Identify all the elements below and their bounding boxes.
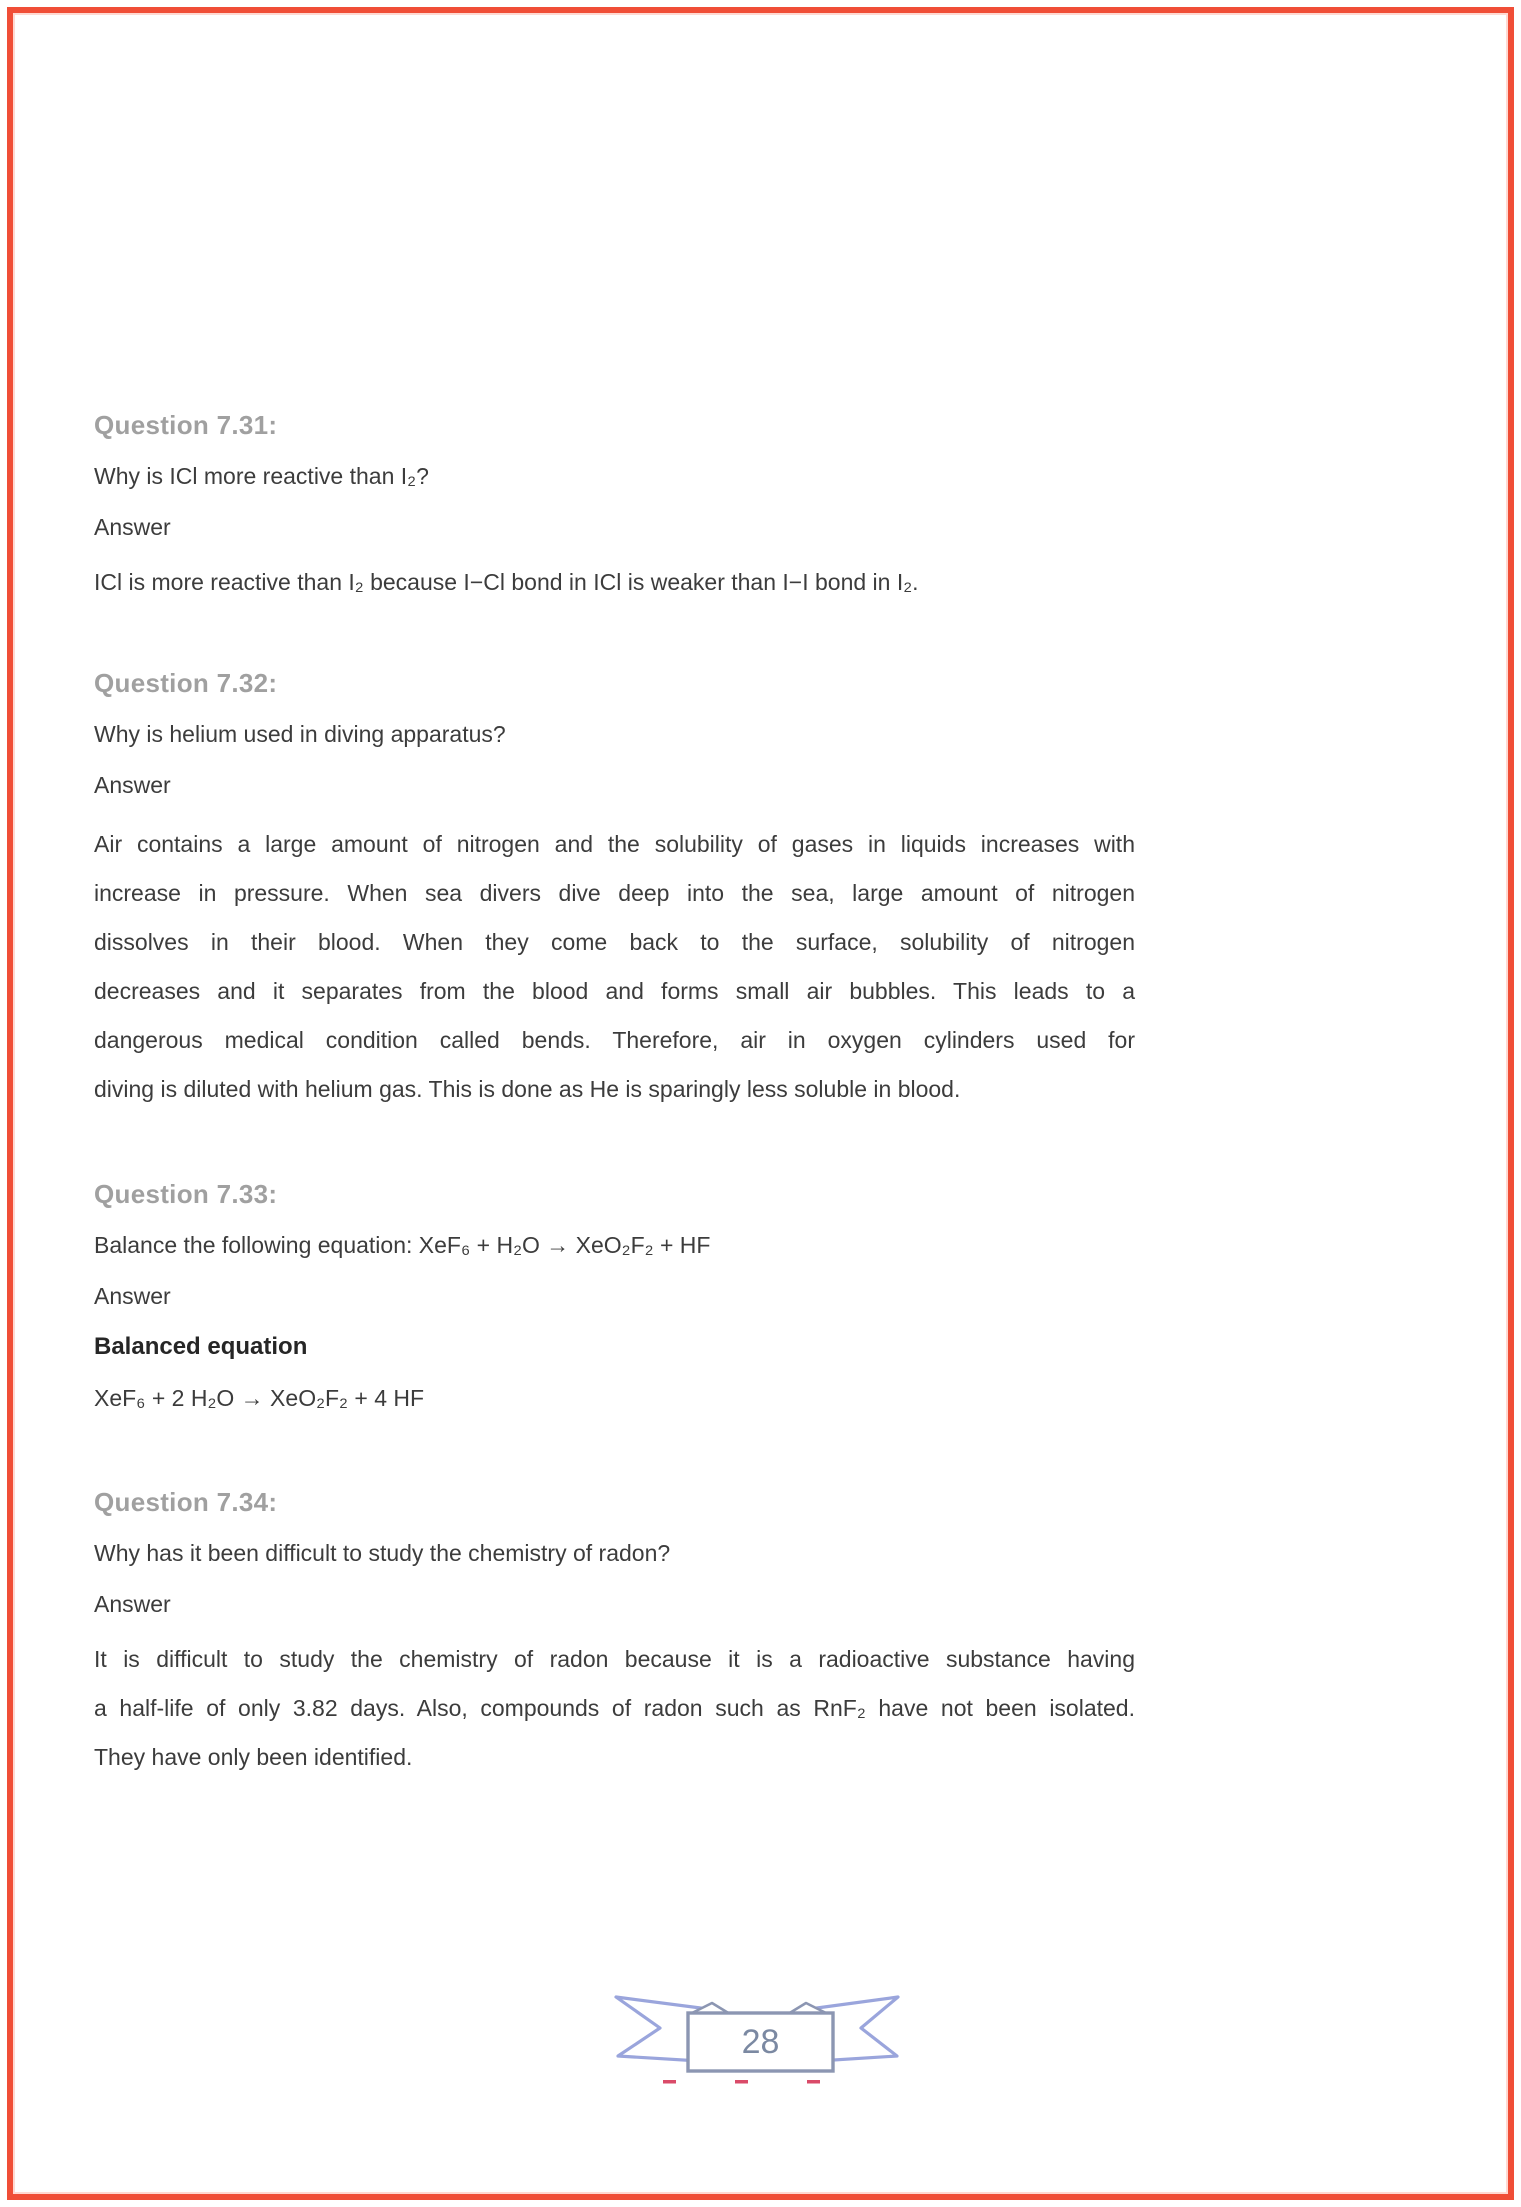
question-heading: Question 7.33: [94,1179,278,1209]
page-number: 28 [741,2023,780,2061]
question-heading: Question 7.31: [94,410,278,440]
question-section-7-32 [94,659,1135,1114]
answer-label: Answer [94,514,171,540]
answer-line: They have only been identified. [94,1744,413,1770]
question-section-7-33 [94,1170,1135,1422]
question-text: Balance the following equation: XeF₆ + H₂O → XeO₂F₂ + HF [94,1232,711,1258]
answer-line: a half-life of only 3.82 days. Also, compounds of radon such as RnF₂ have not been isolated. [94,1695,1135,1721]
question-heading: Question 7.34: [94,1487,278,1517]
answer-line: Air contains a large amount of nitrogen and the solubility of gases in liquids increases with [94,831,1135,857]
answer-label: Answer [94,772,171,798]
page-number-ribbon [598,1988,902,2098]
question-text: Why has it been difficult to study the chemistry of radon? [94,1540,671,1566]
question-text: Why is helium used in diving apparatus? [94,721,506,747]
question-heading: Question 7.32: [94,668,278,698]
answer-label: Answer [94,1283,171,1309]
answer-paragraph [94,558,1135,607]
balanced-equation: XeF₆ + 2 H₂O → XeO₂F₂ + 4 HF [94,1385,425,1411]
question-text: Why is ICl more reactive than I₂? [94,463,429,489]
answer-line: increase in pressure. When sea divers dive deep into the sea, large amount of nitrogen [94,880,1135,906]
question-section-7-34 [94,1478,1135,1782]
answer-paragraph [94,820,1135,1114]
answer-line: It is difficult to study the chemistry of radon because it is a radioactive substance having [94,1646,1135,1672]
answer-label: Answer [94,1591,171,1617]
page-content [94,0,1135,1782]
answer-line: diving is diluted with helium gas. This is done as He is sparingly less soluble in blood. [94,1076,961,1102]
answer-line: dissolves in their blood. When they come back to the surface, solubility of nitrogen [94,929,1135,955]
answer-line: decreases and it separates from the blood and forms small air bubbles. This leads to a [94,978,1135,1004]
answer-paragraph [94,1635,1135,1782]
answer-line: dangerous medical condition called bends. Therefore, air in oxygen cylinders used for [94,1027,1135,1053]
question-section-7-31 [94,401,1135,607]
answer-line: ICl is more reactive than I₂ because I−Cl bond in ICl is weaker than I−I bond in I₂. [94,569,919,595]
answer-subheading: Balanced equation [94,1333,308,1360]
